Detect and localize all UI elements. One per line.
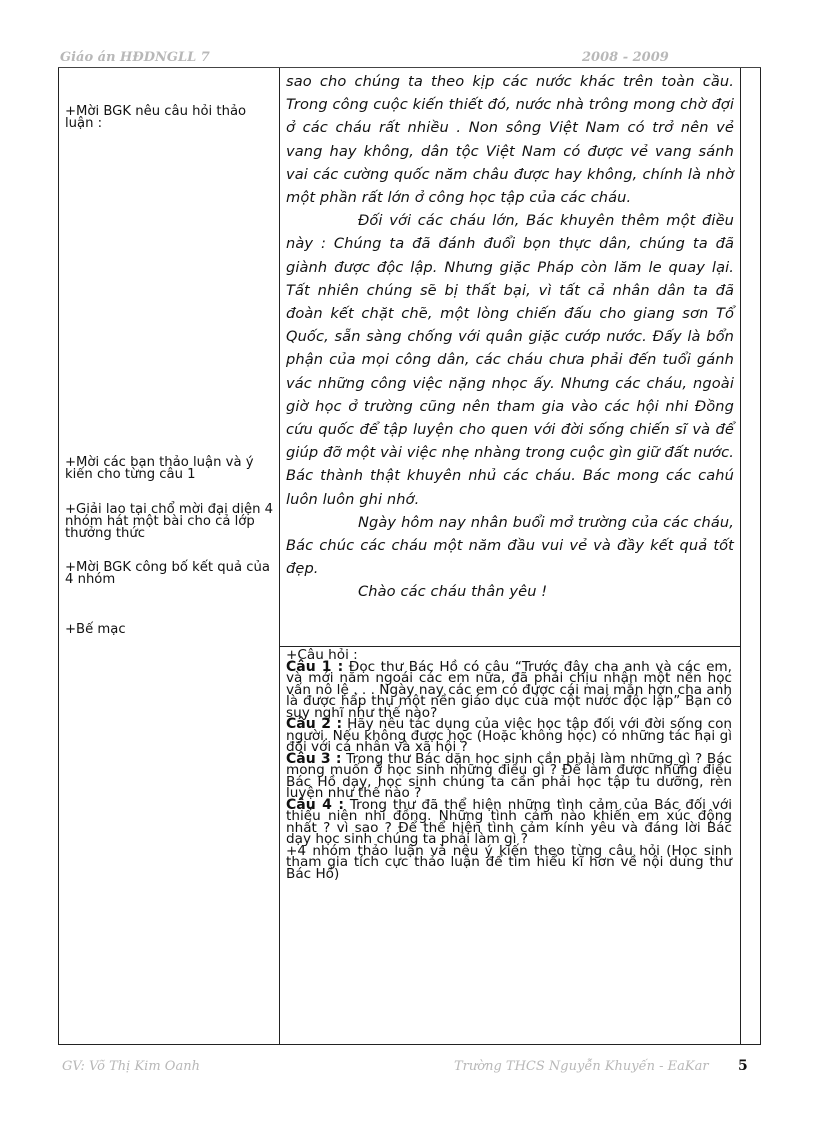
discussion-note: +4 nhóm thảo luận và nêu ý kiến theo từng câu hỏi (Học sinh tham gia tích cực thảo luận để tìm hiểu kĩ hơn về nội dung thư Bác Hồ): [286, 842, 732, 882]
question-2: [286, 716, 733, 755]
footer-school: Trường THCS Nguyễn Khuyến - EaKar: [454, 1059, 709, 1074]
column-divider-left: [279, 68, 280, 1044]
letter-closing: Chào các cháu thân yêu !: [358, 583, 548, 601]
question-3: [286, 750, 732, 801]
question-text: Hãy nêu tác dụng của việc học tập đối với đời sống con người. Nếu không được học (Hoặc không học) có những tác hại gì đối với cá nhân và xã hội ?: [286, 716, 733, 755]
letter-paragraph: Đối với các cháu lớn, Bác khuyên thêm một điều này : Chúng ta đã đánh đuổi bọn thực dân, chúng ta đã giành được độc lập. Nhưng giặc Pháp còn lăm le quay lại. Tất nhiên chúng sẽ bị thất bại, vì tất cả nhân dân ta đã đoàn kết chặt chẽ, một lòng chiến đấu cho giang sơn Tổ Quốc, sẵn sàng chống với quân giặc cướp nước. Đấy là bổn phận của mọi công dân, các cháu chưa phải đến tuổi gánh vác những công việc nặng nhọc ấy. Nhưng các cháu, ngoài giờ học ở trường cũng nên tham gia vào các hội nhi Đồng cứu quốc để tập luyện cho quen với đời sống chiến sĩ và để giúp đỡ một vài việc nhẹ nhàng trong cuộc gìn giữ đất nước. Bác thành thật khuyên nhủ các cháu. Bác mong các cahú luôn luôn ghi nhớ.: [286, 212, 734, 508]
discussion-questions: [286, 647, 733, 882]
question-text: Trong thư đã thể hiện những tình cảm của Bác đối với thiếu niên nhi đồng. Những tình cảm nào khiến em xúc động nhất ? vì sao ? Để thể hiện tình cảm kính yêu và đáng lời Bác dạy học sinh chúng ta phải làm gì ?: [286, 796, 732, 847]
column-divider-right: [740, 68, 741, 1044]
activity-item: +Mời các bạn thảo luận và ý kiến cho từng câu 1: [65, 455, 254, 482]
question-4: [286, 796, 732, 847]
lesson-table: [58, 68, 761, 1045]
question-text: Đọc thư Bác Hồ có câu “Trước đây cha anh và các em, và mới năm ngoái các em nữa, đã phải chịu nhận một nền học vấn nô lệ . . . Ngày nay các em có được cái mai mắn hơn cha anh là được hấp thụ một nền giáo dục của một nước độc lập” Bạn có suy nghĩ như thế nào?: [286, 658, 732, 721]
question-text: Trong thư Bác dặn học sinh cần phải làm những gì ? Bác mong muốn ở học sinh những điều gì ? Để làm được những điều Bác Hồ dạy, học sinh chúng ta cần phải học tập tu dưỡng, rèn luyện như thế nào ?: [286, 750, 732, 801]
question-label: Câu 4 :: [286, 796, 344, 813]
question-label: Câu 1 :: [286, 658, 344, 675]
question-label: Câu 3 :: [286, 750, 342, 767]
page-number: 5: [738, 1058, 748, 1074]
questions-heading: +Câu hỏi :: [286, 647, 358, 663]
question-label: Câu 2 :: [286, 716, 343, 732]
letter-paragraph: Ngày hôm nay nhân buổi mở trường của các cháu, Bác chúc các cháu một năm đầu vui vẻ và đầy kết quả tốt đẹp.: [286, 513, 734, 578]
letter-paragraph: sao cho chúng ta theo kịp các nước khác trên toàn cầu. Trong công cuộc kiến thiết đó, nước nhà trông mong chờ đợi ở các cháu rất nhiều . Non sông Việt Nam có trở nên vẻ vang hay không, dân tộc Việt Nam có được vẻ vang sánh vai các cường quốc năm châu được hay không, chính là nhờ một phần rất lớn ở công học tập của các cháu.: [286, 73, 734, 207]
activity-item: +Bế mạc: [65, 622, 126, 637]
header-left: Giáo án HĐDNGLL 7: [60, 50, 210, 65]
letter-text: [286, 70, 734, 604]
footer-teacher: GV: Võ Thị Kim Oanh: [62, 1059, 200, 1074]
header-right: 2008 - 2009: [582, 50, 669, 65]
activity-item: +Mời BGK công bố kết quả của 4 nhóm: [65, 560, 270, 587]
activity-item: +Mời BGK nêu câu hỏi thảo luận :: [65, 104, 247, 131]
activity-item: +Giải lao tại chổ mời đại diện 4 nhóm hát một bài cho cả lớp thưởng thức: [65, 502, 274, 541]
question-1: [286, 658, 732, 721]
